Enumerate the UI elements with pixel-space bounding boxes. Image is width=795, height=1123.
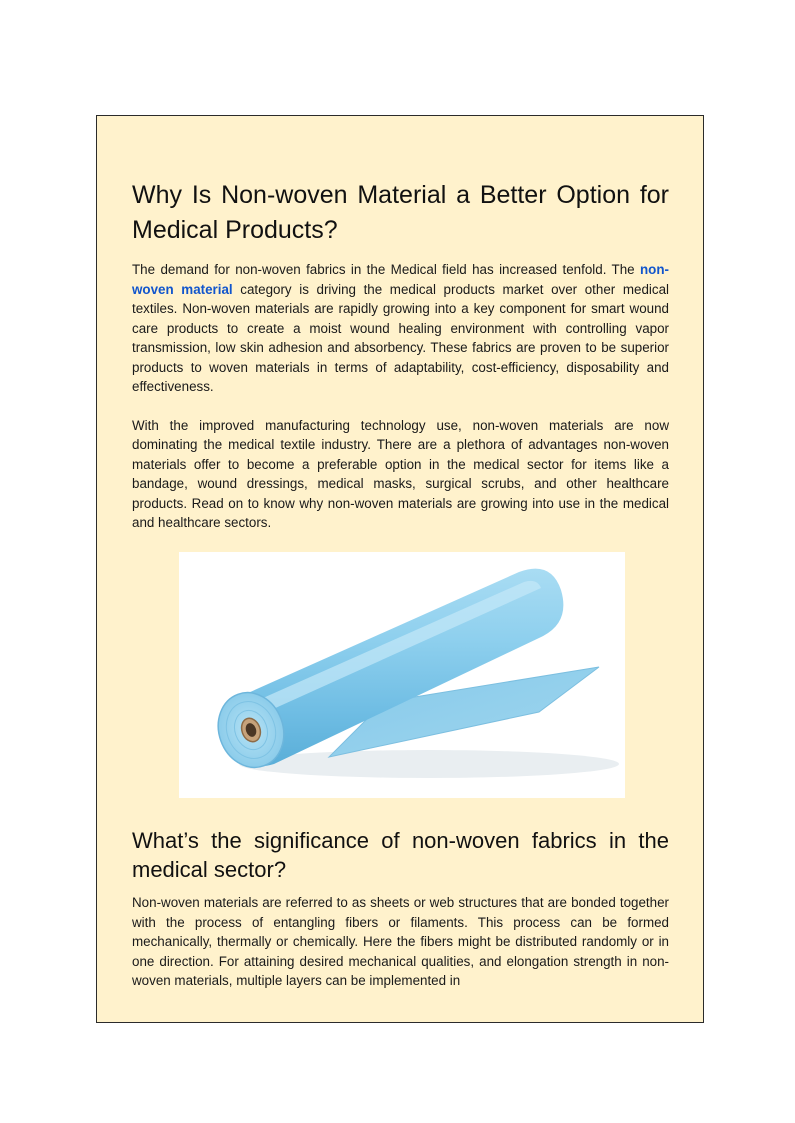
article-title: Why Is Non-woven Material a Better Option for Medical Products? bbox=[132, 181, 669, 244]
section-heading: What’s the significance of non-woven fabrics in the medical sector? bbox=[132, 828, 669, 882]
blue-fabric-roll-image bbox=[179, 552, 625, 798]
intro-text-end: category is driving the medical products market over other medical textiles. Non-woven materials are rapidly growing into a key component for smart wound care products to create a moist wound healing environment with controlling vapor transmission, low skin adhesion and absorbency. These fabrics are proven to be superior products to woven materials in terms of adaptability, cost-efficiency, disposability and effectiveness. bbox=[132, 281, 670, 394]
intro-paragraph bbox=[132, 260, 669, 397]
section-significance bbox=[132, 826, 669, 991]
fabric-roll-illustration bbox=[179, 552, 625, 798]
intro-text-start: The demand for non-woven fabrics in the Medical field has increased tenfold. The bbox=[132, 262, 640, 277]
article-top bbox=[132, 178, 669, 533]
second-paragraph: With the improved manufacturing technology use, non-woven materials are now dominating the medical textile industry. There are a plethora of advantages non-woven materials offer to become a preferable option in the medical sector for items like a bandage, wound dressings, medical masks, surgical scrubs, and other healthcare products. Read on to know why non-woven materials are growing into use in the medical and healthcare sectors. bbox=[132, 417, 669, 530]
non-woven-material-link[interactable]: non-woven material bbox=[132, 262, 669, 297]
document-page bbox=[96, 115, 704, 1023]
section-paragraph: Non-woven materials are referred to as sheets or web structures that are bonded together with the process of entangling fibers or filaments. This process can be formed mechanically, thermally or chemically. Here the fibers might be distributed randomly or in one direction. For attaining desired mechanical qualities, and elongation strength in non-woven materials, multiple layers can be implemented in bbox=[132, 895, 669, 988]
